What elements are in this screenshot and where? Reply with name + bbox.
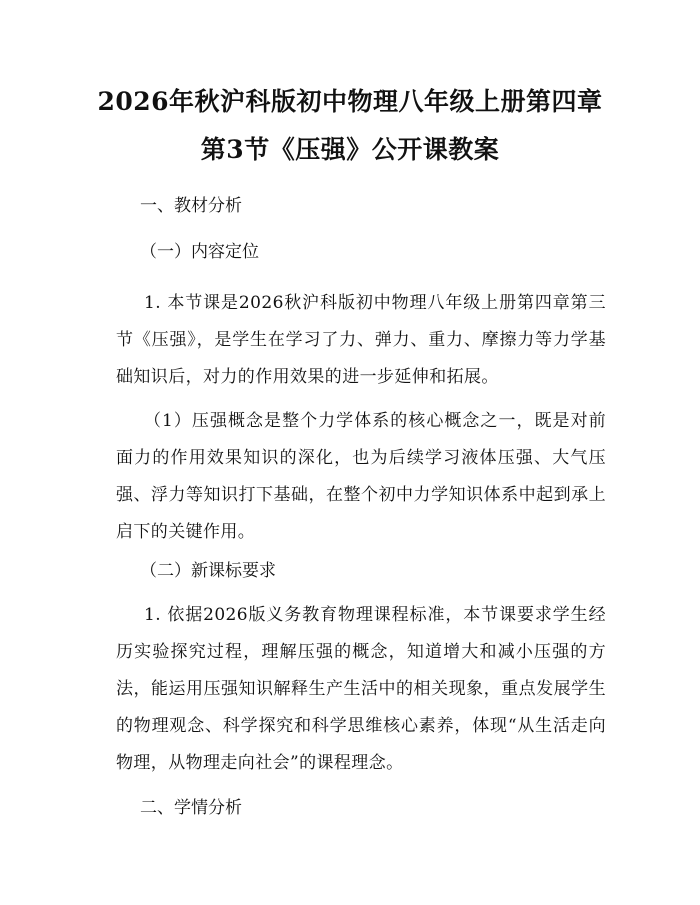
document-title-line-2: 第3节《压强》公开课教案 xyxy=(200,135,500,164)
paragraph-lesson-positioning: 1. 本节课是2026秋沪科版初中物理八年级上册第四章第三节《压强》，是学生在学习了力、弹力、重力、摩擦力等力学基础知识后，对力的作用效果的进一步延伸和拓展。 xyxy=(116,293,606,387)
paragraph-pressure-concept: （1）压强概念是整个力学体系的核心概念之一，既是对前面力的作用效果知识的深化，也为后续学习液体压强、大气压强、浮力等知识打下基础，在整个初中力学知识体系中起到承上启下的关键作用。 xyxy=(116,411,606,542)
subsection-heading-curriculum-requirements: （二）新课标要求 xyxy=(140,561,276,581)
section-heading-teaching-material-analysis: 一、教材分析 xyxy=(140,196,242,216)
section-heading-student-analysis: 二、学情分析 xyxy=(140,798,242,818)
subsection-heading-content-positioning: （一）内容定位 xyxy=(140,242,259,262)
document-title-line-1: 2026年秋沪科版初中物理八年级上册第四章 xyxy=(97,87,603,116)
paragraph-curriculum-requirements: 1. 依据2026版义务教育物理课程标准，本节课要求学生经历实验探究过程，理解压强的概念，知道增大和减小压强的方法，能运用压强知识解释生产生活中的相关现象，重点发展学生的物理观念、科学探究和科学思维核心素养，体现“从生活走向物理，从物理走向社会”的课程理念。 xyxy=(116,605,606,773)
